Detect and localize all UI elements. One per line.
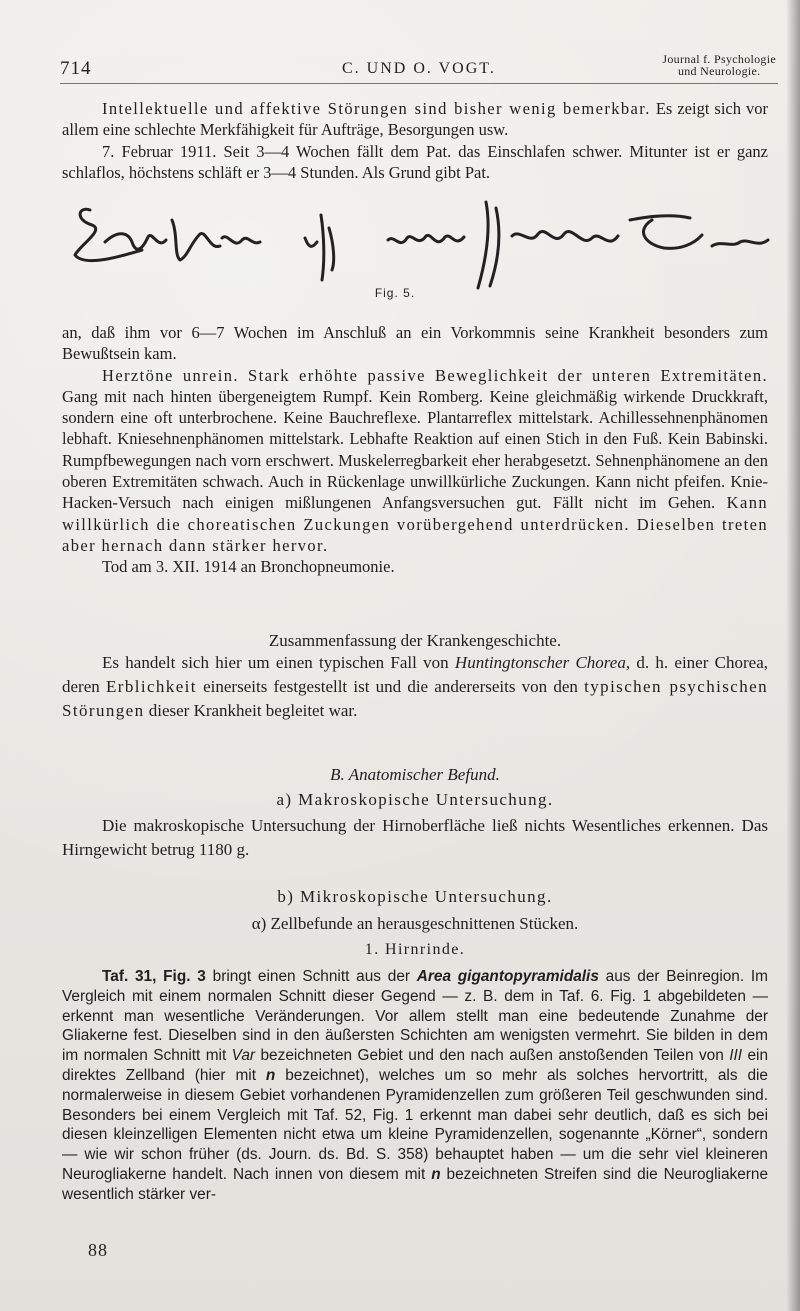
- text-spaced: Herztöne unrein. Stark erhöhte passive Beweglichkeit der unteren Extremitäten.: [102, 365, 768, 385]
- handwriting-stroke: [478, 202, 499, 288]
- handwriting-stroke: [222, 237, 260, 243]
- handwriting-stroke: [172, 220, 220, 260]
- text-regular: bezeichneten Gebiet und den nach außen anstoßenden Teilen von: [260, 1047, 730, 1065]
- journal-title-line-2: und Neurologie.: [677, 64, 761, 78]
- text-regular: bezeichneten Streifen sind die Neurogliakerne wesentlich stärker ver-: [62, 1165, 769, 1203]
- paragraph-intellectual: [62, 98, 768, 141]
- text-italic: n: [265, 1066, 276, 1084]
- text-regular: bezeichnet), welches um so mehr als solches hervortritt, als die normalerweise in diesem Gebiet vorhandenen Pyramidenzellen zum größeren Teil geschwunden sind. Besonders bei einem Vergleich mit Taf. 52, Fig. 1 erkennt man dabei sehr deutlich, daß es sich bei diesen kleinzelligen Elementen nicht etwa um kleine Pyramidenzellen, sogenannte „Körner“, sondern — wie wir schon früher (ds. Journ. ds. Bd. S. 358) behauptet haben — um die sehr viel kleineren Neurogliakerne handelt. Nach innen von diesem mit: [62, 1066, 768, 1183]
- text-italic: Var: [231, 1047, 256, 1065]
- text-regular: bringt einen Schnitt aus der: [212, 968, 417, 985]
- page-edge-shadow: [786, 0, 800, 1311]
- section-heading-microscopic: b) Mikroskopische Untersuchung.: [277, 887, 553, 906]
- handwriting-stroke: [105, 234, 166, 249]
- paragraph-macroscopic: Die makroskopische Untersuchung der Hirnoberfläche ließ nichts Wesentliches erkennen. Das Hirngewicht betrug 1180 g.: [62, 815, 768, 859]
- text-italic: Huntingtonscher Chorea,: [454, 653, 631, 673]
- header-rule: [60, 83, 778, 84]
- history-paragraphs: [62, 322, 768, 578]
- text-italic: Area gigantopyramidalis: [416, 968, 599, 985]
- handwriting-stroke: [388, 235, 464, 242]
- paragraph-february: 7. Februar 1911. Seit 3—4 Wochen fällt dem Pat. das Einschlafen schwer. Mitunter ist er ganz schlaflos, höchstens schläft er 3—4 Stunden. Als Grund gibt Pat.: [62, 141, 768, 182]
- page-header: [60, 52, 780, 86]
- handwriting-stroke: [305, 215, 334, 280]
- running-head: C. UND O. VOGT.: [342, 60, 496, 77]
- paragraph-death: Tod am 3. XII. 1914 an Bronchopneumonie.: [102, 557, 395, 577]
- section-heading-cortex: 1. Hirnrinde.: [364, 940, 466, 958]
- text-spaced: Kann willkürlich die choreatischen Zuckungen vorübergehend unterdrücken. Dieselben treten aber hernach dann stärker hervor.: [62, 493, 768, 555]
- signature-mark: 88: [88, 1240, 108, 1260]
- text-regular: aus der Beinregion. Im Vergleich mit einem normalen Schnitt dieser Gegend — z. B. dem in Taf. 6. Fig. 1 abgebildeten — erkennt man wesentliche Veränderungen. Vor allem stellt man eine bedeutende Zunahme der Gliakerne fest. Dieselben sind in den äußersten Schichten am wenigsten vermehrt. Sie bilden in dem im normalen Schnitt mit: [62, 968, 769, 1065]
- text-regular: Gang mit nach hinten übergeneigtem Rumpf. Kein Romberg. Keine gleichmäßig wirkende Druckkraft, sondern eine oft unterbrochene. Keine Bauchreflexe. Plantarreflex mittelstark. Achillessehnenphänomen lebhaft. Kniesehnenphänomen mittelstark. Lebhafte Reaktion auf einen Stich in den Fuß. Kein Babinski. Rumpfbewegungen nach vorn erschwert. Muskelerregbarkeit eher herabgesetzt. Sehnenphänomene an den oberen Extremitäten schwach. Auch in Rückenlage unwillkürliche Zuckungen. Kann nicht pfeifen. Knie-Hacken-Versuch nach einigen mißlungenen Anfangsversuchen gut. Fällt nicht im Gehen.: [62, 386, 768, 513]
- text-spaced: typischen psychischen Störungen: [62, 677, 768, 721]
- summary-paragraph: [62, 651, 768, 723]
- text-regular: ein direktes Zellband (hier mit: [62, 1047, 769, 1084]
- text-spaced: Intellektuelle und affektive Störungen sind bisher wenig bemerkbar.: [102, 99, 651, 118]
- text-italic: III: [729, 1047, 743, 1065]
- section-heading-macroscopic: a) Makroskopische Untersuchung.: [276, 790, 554, 810]
- summary-section: [62, 630, 768, 723]
- text-italic: n: [431, 1165, 441, 1183]
- text-regular: einerseits festgestellt ist und die andererseits von den: [203, 677, 585, 697]
- text-regular: dieser Krankheit begleitet war.: [148, 701, 358, 721]
- text-regular: Es zeigt sich vor allem eine schlechte Merkfähigkeit für Aufträge, Besorgungen usw.: [62, 99, 769, 140]
- journal-title: [662, 53, 776, 77]
- cortex-paragraph-block: [62, 967, 768, 1205]
- handwriting-stroke: [630, 216, 702, 249]
- handwriting-stroke: [712, 240, 768, 246]
- paragraph-findings: [62, 365, 768, 557]
- handwriting-stroke: [512, 231, 618, 241]
- anatomical-section: [62, 764, 768, 862]
- section-heading-anatomical: B. Anatomischer Befund.: [330, 765, 500, 784]
- handwriting-stroke: [75, 209, 142, 260]
- text-spaced: Erblichkeit: [105, 677, 197, 697]
- text-regular: Es handelt sich hier um einen typischen Fall von: [102, 653, 455, 673]
- journal-title-line-1: Journal f. Psychologie: [662, 52, 776, 66]
- opening-paragraphs: [62, 98, 768, 183]
- text-regular: d. h. einer Chorea, deren: [62, 653, 769, 697]
- section-heading-cell-findings: α) Zellbefunde an herausgeschnittenen Stücken.: [251, 914, 579, 934]
- microscopic-headings: [62, 886, 768, 960]
- paragraph-awareness: an, daß ihm vor 6—7 Wochen im Anschluß an ein Vorkommnis seine Krankheit besonders zum Bewußtsein kam.: [62, 323, 768, 364]
- text-bold: Taf. 31, Fig. 3: [102, 968, 206, 985]
- paragraph-tafel: [62, 967, 768, 1205]
- figure-caption: Fig. 5.: [374, 286, 416, 300]
- summary-heading: Zusammenfassung der Krankengeschichte.: [268, 631, 562, 650]
- page-number: 714: [60, 58, 92, 79]
- handwriting-sample-figure: [70, 190, 780, 295]
